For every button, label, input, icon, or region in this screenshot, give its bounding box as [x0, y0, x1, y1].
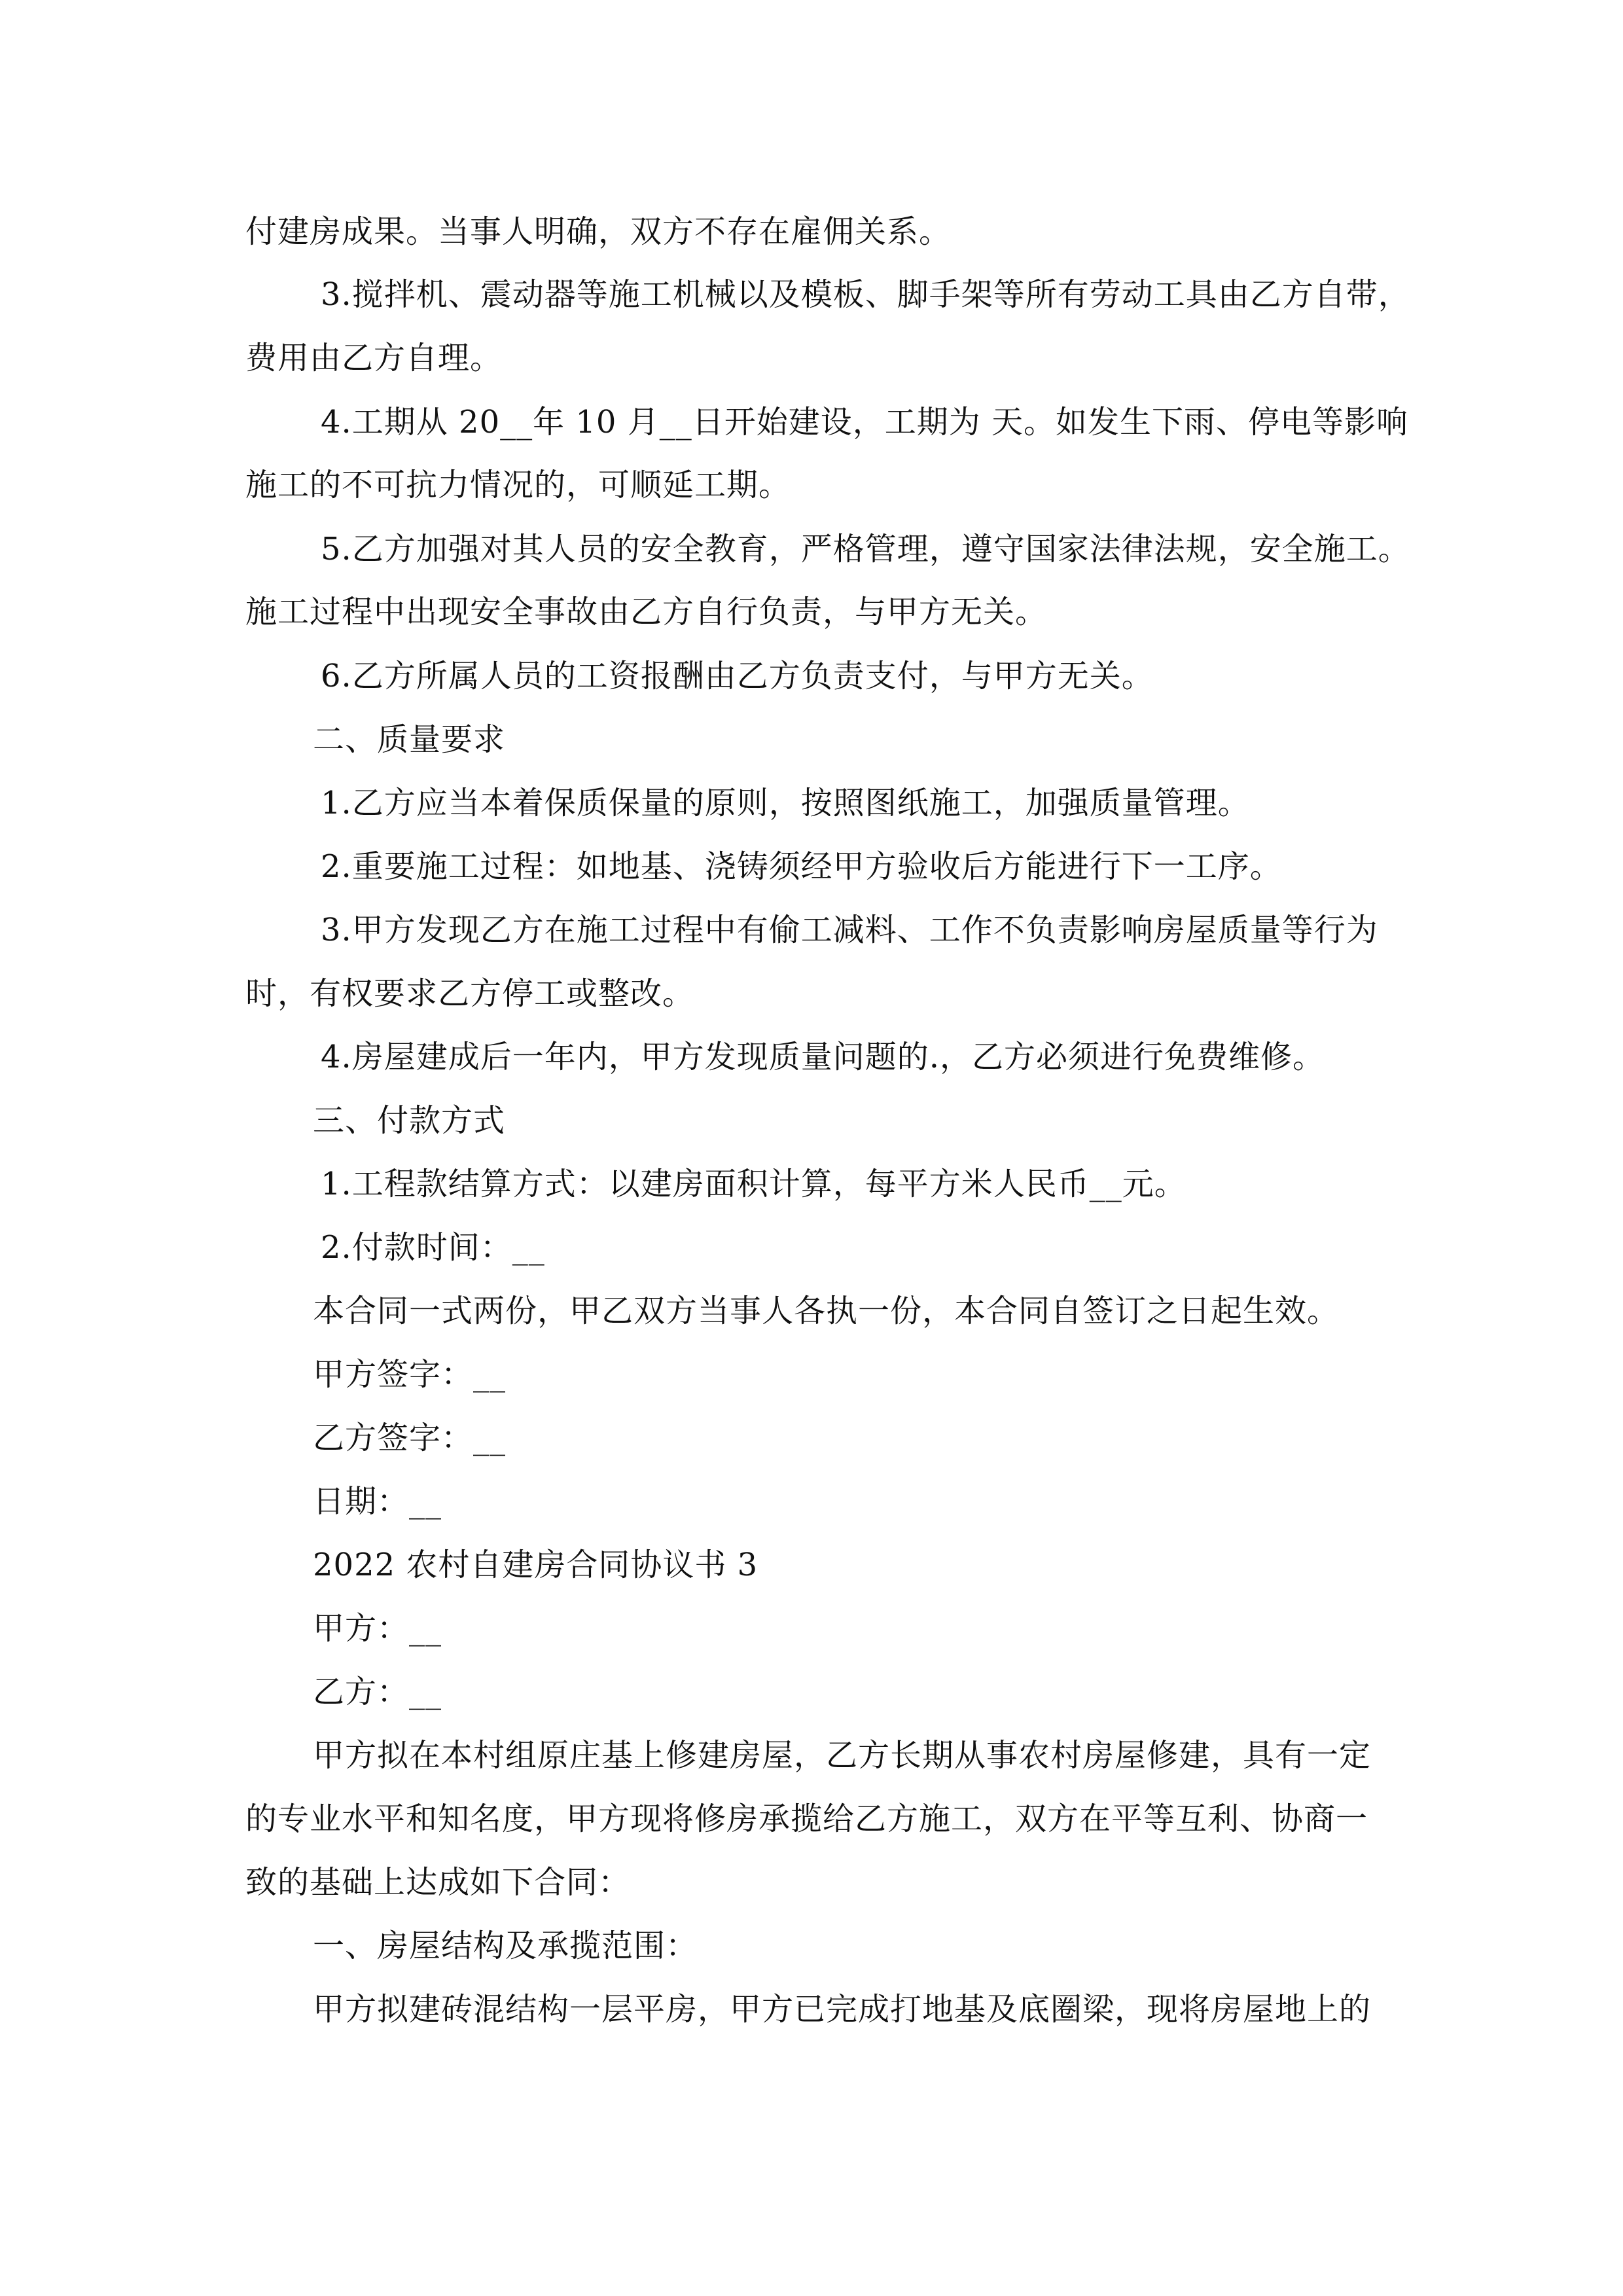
text-line: 施工的不可抗力情况的，可顺延工期。	[245, 467, 791, 503]
section-heading: 三、付款方式	[313, 1102, 506, 1139]
text-line: 本合同一式两份，甲乙双方当事人各执一份，本合同自签订之日起生效。	[313, 1293, 1340, 1329]
section-heading: 二、质量要求	[313, 721, 506, 758]
document-subtitle: 2022 农村自建房合同协议书 3	[313, 1547, 758, 1583]
text-line: 6.乙方所属人员的工资报酬由乙方负责支付，与甲方无关。	[321, 658, 1154, 694]
signature-line-party-a: 甲方签字：__	[313, 1356, 507, 1393]
text-line: 3.甲方发现乙方在施工过程中有偷工减料、工作不负责影响房屋质量等行为	[321, 912, 1378, 948]
text-line: 1.乙方应当本着保质保量的原则，按照图纸施工，加强质量管理。	[321, 785, 1250, 821]
text-line: 费用由乙方自理。	[245, 340, 503, 376]
text-line: 2.重要施工过程：如地基、浇铸须经甲方验收后方能进行下一工序。	[321, 848, 1282, 885]
text-line: 3.搅拌机、震动器等施工机械以及模板、脚手架等所有劳动工具由乙方自带，	[321, 276, 1410, 313]
party-b-line: 乙方：__	[313, 1674, 442, 1710]
text-line: 1.工程款结算方式：以建房面积计算，每平方米人民币__元。	[321, 1166, 1186, 1202]
text-line: 4.工期从 20__年 10 月__日开始建设，工期为 天。如发生下雨、停电等影响	[321, 404, 1408, 440]
text-line: 5.乙方加强对其人员的安全教育，严格管理，遵守国家法律法规，安全施工。	[321, 531, 1410, 567]
text-line: 施工过程中出现安全事故由乙方自行负责，与甲方无关。	[245, 594, 1048, 630]
text-line: 时，有权要求乙方停工或整改。	[245, 975, 695, 1012]
text-line: 的专业水平和知名度，甲方现将修房承揽给乙方施工，双方在平等互利、协商一	[245, 1801, 1368, 1837]
text-line: 4.房屋建成后一年内，甲方发现质量问题的.，乙方必须进行免费维修。	[321, 1039, 1325, 1075]
text-line: 甲方拟建砖混结构一层平房，甲方已完成打地基及底圈梁，现将房屋地上的	[313, 1991, 1372, 2028]
text-line: 2.付款时间：__	[321, 1229, 545, 1266]
text-line: 甲方拟在本村组原庄基上修建房屋，乙方长期从事农村房屋修建，具有一定	[313, 1737, 1372, 1774]
text-line: 付建房成果。当事人明确，双方不存在雇佣关系。	[245, 213, 952, 250]
date-line: 日期：__	[313, 1483, 442, 1520]
section-heading: 一、房屋结构及承揽范围：	[313, 1928, 698, 1964]
party-a-line: 甲方：__	[313, 1610, 442, 1647]
signature-line-party-b: 乙方签字：__	[313, 1420, 507, 1456]
text-line: 致的基础上达成如下合同：	[245, 1864, 631, 1901]
